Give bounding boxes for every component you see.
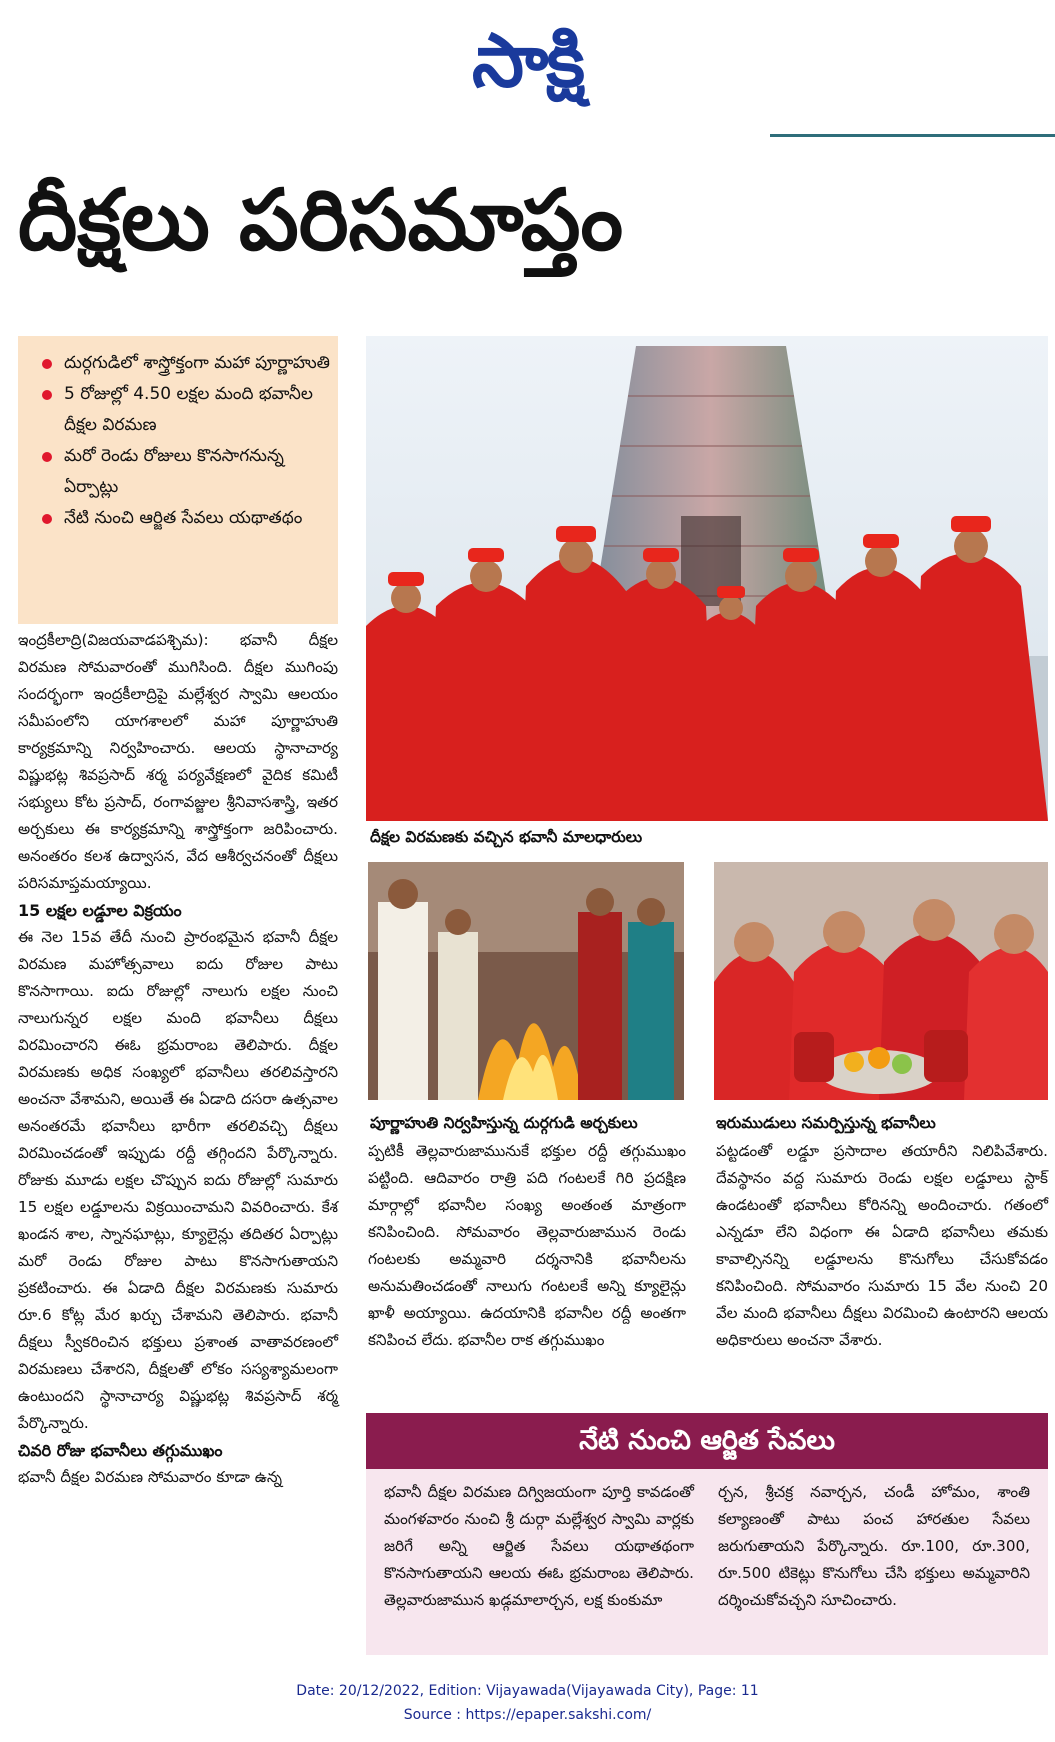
highlight-item: 5 రోజుల్లో 4.50 లక్షల మంది భవానీల దీక్షల విరమణ — [40, 379, 330, 441]
page-headline: దీక్షలు పరిసమాప్తం — [18, 170, 624, 269]
article-paragraph: ఈ నెల 15వ తేదీ నుంచి ప్రారంభమైన భవానీ దీక్షల విరమణ మహోత్సవాలు ఐదు రోజుల పాటు కొనసాగాయి. ఐదు రోజుల్లో నాలుగు లక్షల నుంచి నాలుగున్నర లక్షల మంది భవానీలు దీక్షలు విరమించారని ఈఓ భ్రమరాంబ తెలిపారు. దీక్షల విరమణకు అధిక సంఖ్యలో భవానీలు తరలివస్తారని అంచనా వేశామని, అయితే ఈ ఏడాది దసరా ఉత్సవాల అనంతరమే భవానీలు భారీగా తరలివచ్చి దీక్షలు విరమించడంతో ఇప్పుడు రద్దీ తగ్గిందని పేర్కొన్నారు. రోజుకు మూడు లక్షల చొప్పున ఐదు రోజుల్లో సుమారు 15 లక్షల లడ్డూలను విక్రయించామని వివరించారు. కేశ ఖండన శాల, స్నానఘాట్లు, క్యూలైన్లు తదితర ఏర్పాట్లు మరో రెండు రోజుల పాటు కొనసాగుతాయని ప్రకటించారు. ఈ ఏడాది దీక్షల విరమణకు సుమారు రూ.6 కోట్ల మేర ఖర్చు చేశామని తెలిపారు. భవానీ దీక్షలు స్వీకరించిన భక్తులు ప్రశాంత వాతావరణంలో విరమణలు చేశారని, దీక్షలతో లోకం సస్యశ్యామలంగా ఉంటుందని స్థానాచార్య విష్ణుభట్ల శివప్రసాద్ శర్మ పేర్కొన్నారు. — [18, 928, 338, 1432]
box-story-body — [366, 1469, 1048, 1655]
article-paragraph: ప్పటికీ తెల్లవారుజామునుకే భక్తుల రద్దీ తగ్గుముఖం పట్టింది. ఆదివారం రాత్రి పది గంటలకే గిరి ప్రదక్షిణ మార్గాల్లో భవానీల సంఖ్య అంతంత మాత్రంగా కనిపించింది. సోమవారం తెల్లవారుజామున రెండు గంటలకు అమ్మవారి దర్శనానికి భవానీలను అనుమతించడంతో నాలుగు గంటలకే అన్ని క్యూలైన్లు ఖాళీ అయ్యాయి. ఉదయానికి భవానీల రద్దీ అంతగా కనిపించ లేదు. భవానీల రాక తగ్గుముఖం — [368, 1142, 686, 1349]
box-story-title: నేటి నుంచి ఆర్జిత సేవలు — [366, 1413, 1048, 1469]
right-column-article — [716, 1138, 1048, 1354]
photo-right-caption: ఇరుముడులు సమర్పిస్తున్న భవానీలు — [716, 1114, 936, 1132]
masthead-rule — [770, 134, 1055, 137]
box-column-2 — [718, 1479, 1030, 1614]
highlight-item: దుర్గగుడిలో శాస్త్రోక్తంగా మహా పూర్ణాహుతి — [40, 348, 330, 379]
masthead-logo: సాక్షి — [472, 18, 583, 104]
photo-irumudi — [714, 862, 1048, 1100]
box-paragraph: భవానీ దీక్షల విరమణ దిగ్విజయంగా పూర్తి కావడంతో మంగళవారం నుంచి శ్రీ దుర్గా మల్లేశ్వర స్వామి వార్లకు జరిగే అన్ని ఆర్జిత సేవలు యథాతథంగా కొనసాగుతాయని ఆలయ ఈఓ భ్రమరాంబ తెలిపారు. తెల్లవారుజామున ఖడ్గమాలార్చన, లక్ష కుంకుమా — [384, 1483, 694, 1609]
highlight-item: మరో రెండు రోజులు కొనసాగనున్న ఏర్పాట్లు — [40, 441, 330, 503]
highlights-box — [18, 336, 338, 624]
devotees-offering-image — [714, 862, 1048, 1100]
footer-source: Source : https://epaper.sakshi.com/ — [403, 1707, 652, 1723]
article-paragraph: భవానీ దీక్షల విరమణ సోమవారం కూడా ఉన్న — [18, 1468, 283, 1486]
article-paragraph: ఇంద్రకీలాద్రి(విజయవాడపశ్చిమ): భవానీ దీక్షల విరమణ సోమవారంతో ముగిసింది. దీక్షల ముగింపు సందర్భంగా ఇంద్రకీలాద్రిపై మల్లేశ్వర స్వామి ఆలయం సమీపంలోని యాగశాలలో మహా పూర్ణాహుతి కార్యక్రమాన్ని నిర్వహించారు. ఆలయ స్థానాచార్య విష్ణుభట్ల శివప్రసాద్ శర్మ పర్యవేక్షణలో వైదిక కమిటీ సభ్యులు కోట ప్రసాద్, రంగావజ్జుల శ్రీనివాసశాస్త్రి, ఇతర అర్చకులు ఈ కార్యక్రమాన్ని శాస్త్రోక్తంగా జరిపించారు. అనంతరం కలశ ఉద్వాసన, వేద ఆశీర్వచనంతో దీక్షలు పరిసమాప్తమయ్యాయి. — [18, 631, 338, 892]
box-column-1 — [384, 1479, 694, 1614]
article-subhead: చివరి రోజు భవానీలు తగ్గుముఖం — [18, 1441, 223, 1460]
priests-fire-ritual-image — [368, 862, 684, 1100]
box-paragraph: ర్చన, శ్రీచక్ర నవార్చన, చండీ హోమం, శాంతి కల్యాణంతో పాటు పంచ హారతుల సేవలు జరుగుతాయని పేర్కొన్నారు. రూ.100, రూ.300, రూ.500 టికెట్లు కొనుగోలు చేసి భక్తులు అమ్మవారిని దర్శించుకోవచ్చని సూచించారు. — [718, 1483, 1030, 1609]
main-photo — [366, 336, 1048, 821]
photo-left-caption: పూర్ణాహుతి నిర్వహిస్తున్న దుర్గగుడి అర్చకులు — [370, 1114, 638, 1132]
article-paragraph: పట్టడంతో లడ్డూ ప్రసాదాల తయారీని నిలిపివేశారు. దేవస్థానం వద్ద సుమారు రెండు లక్షల లడ్డూలు స్టాక్ ఉండటంతో భవానీలు కోరినన్ని అందించారు. గతంలో ఎన్నడూ లేని విధంగా ఈ ఏడాది భవానీలు తమకు కావాల్సినన్ని లడ్డూలను కొనుగోలు చేసుకోవడం కనిపించింది. సోమవారం సుమారు 15 వేల నుంచి 20 వేల మంది భవానీలు దీక్షలు విరమించి ఉంటారని ఆలయ అధికారులు అంచనా వేశారు. — [716, 1142, 1048, 1349]
left-column-article — [18, 627, 338, 1491]
photo-purnahuti — [368, 862, 684, 1100]
temple-devotees-image — [366, 336, 1048, 821]
article-subhead: 15 లక్షల లడ్డూల విక్రయం — [18, 901, 182, 920]
middle-column-article — [368, 1138, 686, 1354]
highlight-item: నేటి నుంచి ఆర్జిత సేవలు యథాతథం — [40, 503, 330, 534]
main-photo-caption: దీక్షల విరమణకు వచ్చిన భవానీ మాలధారులు — [370, 828, 643, 846]
highlights-list — [18, 336, 338, 534]
footer-date-edition: Date: 20/12/2022, Edition: Vijayawada(Vijayawada City), Page: 11 — [296, 1683, 759, 1699]
